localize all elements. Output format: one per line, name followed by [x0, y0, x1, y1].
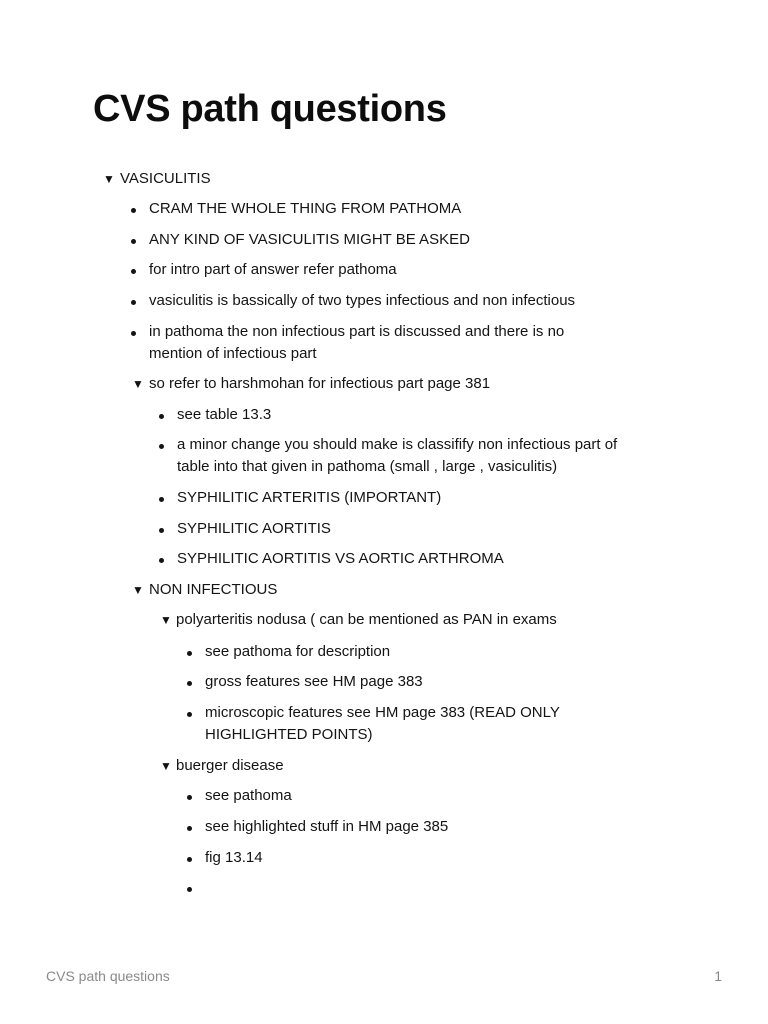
list-item-text: in pathoma the non infectious part is discussed and there is no: [149, 323, 565, 340]
bullet-icon: [187, 681, 192, 686]
list-item: [205, 641, 390, 663]
list-item-text: for intro part of answer refer pathoma: [149, 261, 397, 278]
list-item-text: fig 13.14: [205, 849, 263, 866]
toggle-label: buerger disease: [176, 757, 284, 774]
bullet-icon: [187, 857, 192, 862]
toggle-label: NON INFECTIOUS: [149, 581, 278, 598]
bullet-icon: [159, 558, 164, 563]
bullet-icon: [187, 712, 192, 717]
toggle-label: polyarteritis nodusa ( can be mentioned as PAN in exams: [176, 611, 557, 628]
list-item-text: microscopic features see HM page 383 (READ ONLY: [205, 704, 560, 721]
list-item-text: vasiculitis is bassically of two types infectious and non infectious: [149, 292, 576, 309]
bullet-icon: [131, 239, 136, 244]
list-item: [205, 816, 448, 838]
list-item: [149, 259, 397, 281]
list-item-continuation: [177, 456, 557, 478]
toggle-buerger[interactable]: [176, 755, 284, 777]
list-item: [177, 434, 617, 456]
bullet-icon: [159, 444, 164, 449]
footer-page-number: 1: [714, 968, 722, 984]
bullet-icon: [187, 651, 192, 656]
toggle-arrow-icon[interactable]: ▼: [103, 172, 115, 186]
bullet-icon: [131, 269, 136, 274]
list-item-text: see pathoma for description: [205, 643, 391, 660]
list-item: [205, 785, 292, 807]
bullet-icon: [187, 887, 192, 892]
list-item: [205, 671, 423, 693]
list-item-text: SYPHILITIC AORTITIS: [177, 520, 331, 537]
list-item-continuation: [205, 724, 373, 746]
toggle-arrow-icon[interactable]: ▼: [160, 759, 172, 773]
list-item-text: see highlighted stuff in HM page 385: [205, 818, 449, 835]
bullet-icon: [159, 414, 164, 419]
list-item: [177, 548, 504, 570]
toggle-non-infectious[interactable]: [149, 579, 277, 601]
toggle-arrow-icon[interactable]: ▼: [132, 377, 144, 391]
bullet-icon: [131, 300, 136, 305]
list-item-text: HIGHLIGHTED POINTS): [205, 726, 373, 743]
list-item-text: mention of infectious part: [149, 345, 317, 362]
list-item: [177, 487, 441, 509]
list-item: [177, 518, 331, 540]
list-item: [205, 847, 263, 869]
list-item-text: see pathoma: [205, 787, 292, 804]
bullet-icon: [131, 208, 136, 213]
list-item-text: gross features see HM page 383: [205, 673, 423, 690]
list-item: [149, 321, 564, 343]
list-item-continuation: [149, 343, 317, 365]
list-item-text: SYPHILITIC AORTITIS VS AORTIC ARTHROMA: [177, 550, 504, 567]
footer-document-title: CVS path questions: [46, 968, 170, 984]
list-item: [149, 229, 470, 251]
list-item-text: see table 13.3: [177, 406, 272, 423]
bullet-icon: [159, 528, 164, 533]
bullet-icon: [159, 497, 164, 502]
list-item: [149, 198, 461, 220]
list-item-text: SYPHILITIC ARTERITIS (IMPORTANT): [177, 489, 442, 506]
toggle-arrow-icon[interactable]: ▼: [160, 613, 172, 627]
bullet-icon: [131, 331, 136, 336]
list-item-text: table into that given in pathoma (small , large , vasiculitis): [177, 458, 558, 475]
bullet-icon: [187, 826, 192, 831]
list-item-text: ANY KIND OF VASICULITIS MIGHT BE ASKED: [149, 231, 470, 248]
toggle-label: VASICULITIS: [120, 170, 211, 187]
list-item: [205, 702, 560, 724]
list-item: [149, 290, 575, 312]
list-item-text: CRAM THE WHOLE THING FROM PATHOMA: [149, 200, 462, 217]
toggle-pan[interactable]: [176, 609, 557, 631]
list-item: [177, 404, 271, 426]
toggle-infectious[interactable]: [149, 373, 490, 395]
list-item-text: a minor change you should make is classifify non infectious part of: [177, 436, 618, 453]
page-title: CVS path questions: [93, 88, 447, 130]
bullet-icon: [187, 795, 192, 800]
toggle-label: so refer to harshmohan for infectious part page 381: [149, 375, 491, 392]
toggle-arrow-icon[interactable]: ▼: [132, 583, 144, 597]
toggle-vasiculitis[interactable]: [120, 168, 211, 190]
